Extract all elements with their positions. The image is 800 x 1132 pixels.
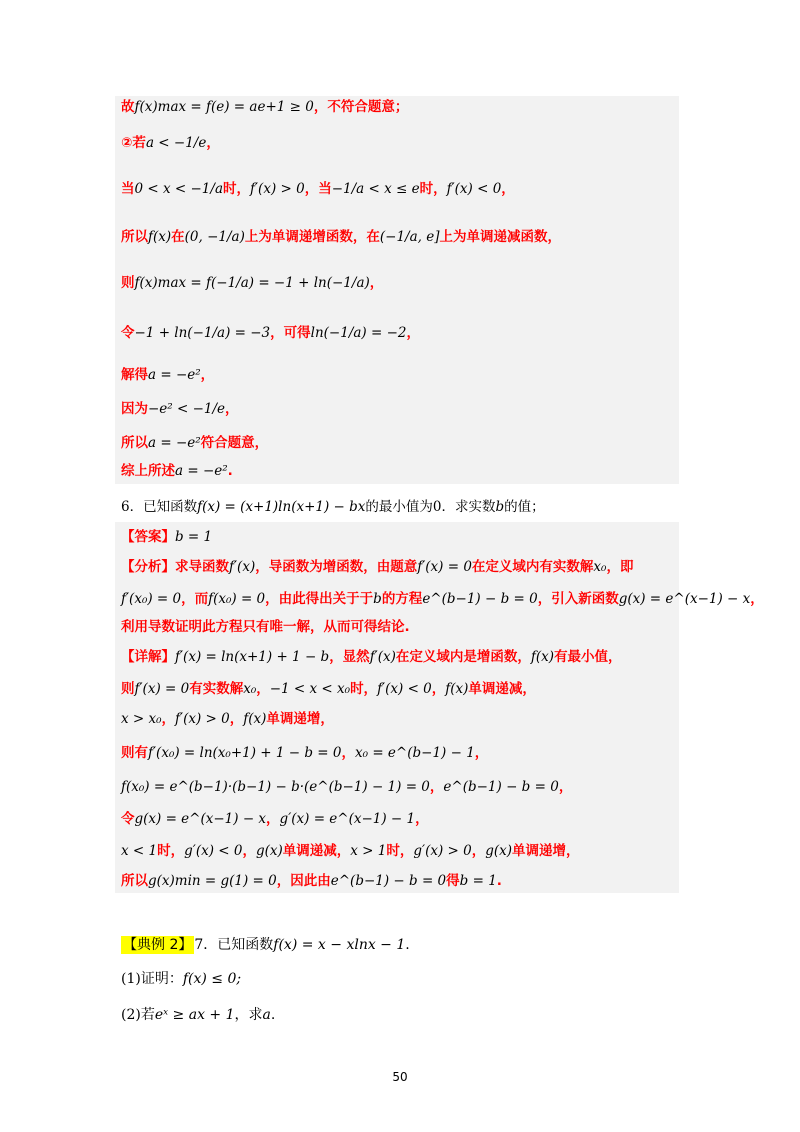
- text: ，可得: [270, 325, 311, 342]
- text: 时，: [419, 181, 447, 198]
- text: 令: [121, 811, 135, 828]
- text: ，: [474, 745, 489, 762]
- math: x > 1: [350, 843, 387, 860]
- text: .: [227, 463, 233, 480]
- text: 的方程: [381, 591, 423, 608]
- math: a < −1/e: [145, 135, 207, 152]
- math: (−1/a, e]: [379, 229, 440, 246]
- math: f(x) ≤ 0;: [182, 971, 242, 987]
- math: f(x) = x − xlnx − 1: [273, 937, 406, 953]
- text: 上为单调递减函数，: [439, 229, 561, 246]
- math: f(x): [243, 711, 267, 728]
- detail-line-1: [121, 642, 673, 674]
- text: 综上所述: [121, 463, 175, 480]
- text: 因为: [121, 401, 148, 418]
- math: f(x)max = f(−1/a) = −1 + ln(−1/a): [134, 275, 370, 292]
- detail-line-2: [121, 674, 673, 706]
- text: 6．已知函数: [121, 499, 198, 516]
- math: f′(x₀) = 0: [121, 591, 182, 608]
- answer-label: 【答案】: [121, 529, 175, 546]
- math: f(x₀) = 0: [208, 591, 266, 608]
- math: x < 1: [121, 843, 158, 860]
- math: f′(x) > 0: [175, 711, 230, 728]
- detail-label: 【详解】: [121, 649, 175, 666]
- text: 在定义域内有实数解: [471, 559, 594, 576]
- text: ，显然: [329, 649, 370, 666]
- line-8: [121, 394, 673, 426]
- math: e^(b−1) − b = 0: [443, 779, 559, 796]
- text: (2)若: [121, 1007, 155, 1023]
- math: f′(x) < 0: [446, 181, 502, 198]
- math: x > x₀: [121, 711, 162, 728]
- text: ，: [242, 843, 256, 860]
- text: (1)证明：: [121, 971, 183, 987]
- line-3: [121, 174, 673, 206]
- math: e^(b−1) − b = 0: [330, 873, 447, 890]
- text: ，: [341, 745, 355, 762]
- text: ，: [206, 135, 220, 152]
- text: ，不符合题意；: [313, 99, 409, 116]
- math: f(x): [530, 649, 555, 666]
- math: a = −e²: [175, 463, 228, 480]
- math: f(x) = (x+1)ln(x+1) − bx: [197, 499, 366, 516]
- math: b: [495, 499, 505, 516]
- math: g′(x) < 0: [184, 843, 243, 860]
- text: 令: [121, 325, 135, 342]
- page-number: 50: [392, 1070, 408, 1084]
- example-tag: 【典例 2】: [123, 937, 193, 953]
- text: ，: [558, 779, 573, 796]
- text: 单调递减，: [468, 681, 536, 698]
- math: f′(x₀) = ln(x₀+1) + 1 − b = 0: [148, 745, 342, 762]
- text: 故: [121, 99, 135, 116]
- math: −1/a < x ≤ e: [331, 181, 420, 198]
- text: ，: [431, 681, 446, 698]
- line-2: [121, 128, 673, 160]
- math: g′(x) > 0: [413, 843, 472, 860]
- text: 解得: [121, 367, 148, 384]
- text: ，引入新函数: [537, 591, 619, 608]
- text: 在定义域内是增函数，: [395, 649, 531, 666]
- text: ②若: [121, 135, 146, 152]
- math: −1 < x < x₀: [269, 681, 351, 698]
- math: f(x₀) = e^(b−1)·(b−1) − b·(e^(b−1) − 1) = 0: [121, 779, 430, 796]
- text: ，: [229, 711, 244, 728]
- question-7-part-2: [121, 1004, 275, 1024]
- answer-line: [121, 522, 673, 554]
- text: 则: [121, 275, 135, 292]
- math: a = −e²: [148, 367, 201, 384]
- text: ，: [471, 843, 486, 860]
- math: 0 < x < −1/a: [134, 181, 223, 198]
- text: 单调递增，: [266, 711, 334, 728]
- analysis-label: 【分析】: [121, 559, 175, 576]
- math: f′(x): [229, 559, 256, 576]
- math: x₀: [243, 681, 257, 698]
- text: ，: [256, 681, 270, 698]
- math: f′(x) = 0: [417, 559, 472, 576]
- text: 时，: [386, 843, 414, 860]
- math: f′(x) = ln(x+1) + 1 − b: [175, 649, 330, 666]
- text: ，: [406, 325, 420, 342]
- math: f′(x) = 0: [134, 681, 190, 698]
- text: 时，: [157, 843, 185, 860]
- math: e^(b−1) − b = 0: [422, 591, 538, 608]
- text: 求导函数: [175, 559, 229, 576]
- text: 得: [446, 873, 460, 890]
- text: 利用导数证明此方程只有唯一解，从而可得结论.: [121, 619, 410, 636]
- detail-line-4: [121, 738, 673, 770]
- math: −1 + ln(−1/a) = −3: [134, 325, 271, 342]
- text: 当: [121, 181, 135, 198]
- math: ln(−1/a) = −2: [310, 325, 407, 342]
- text: ，导函数为增函数，由题意: [255, 559, 418, 576]
- text: ，: [161, 711, 176, 728]
- math: (0, −1/a): [184, 229, 245, 246]
- text: 单调递增，: [512, 843, 580, 860]
- math: a = −e²: [148, 435, 201, 452]
- line-6: [121, 318, 673, 350]
- math: f′(x): [369, 649, 396, 666]
- text: 的值；: [504, 499, 545, 516]
- line-5: [121, 268, 673, 300]
- text: 的最小值为0．求实数: [365, 499, 496, 516]
- detail-line-7: [121, 836, 673, 868]
- text: ，: [225, 401, 239, 418]
- text: .: [270, 1007, 276, 1023]
- text: 单调递减，: [282, 843, 351, 860]
- math: f′(x) < 0: [377, 681, 432, 698]
- text: ，: [200, 367, 215, 384]
- text: ，当: [304, 181, 332, 198]
- text: ，: [369, 275, 384, 292]
- math: f(x): [148, 229, 172, 246]
- text: 时，: [223, 181, 250, 198]
- text: .: [405, 937, 410, 953]
- text: ，而: [181, 591, 209, 608]
- line-1: [121, 92, 673, 124]
- analysis-line-3: [121, 612, 673, 644]
- math: g(x) = e^(x−1) − x: [134, 811, 267, 828]
- detail-line-5: [121, 772, 673, 804]
- line-10: [121, 456, 673, 488]
- math: g(x): [485, 843, 512, 860]
- text: 7．已知函数: [194, 937, 274, 953]
- line-4: [121, 222, 673, 254]
- text: ，: [266, 811, 280, 828]
- text: ，: [501, 181, 515, 198]
- text: ，: [429, 779, 444, 796]
- text: 上为单调递增函数，在: [244, 229, 380, 246]
- text: ，求: [234, 1007, 263, 1023]
- math: x₀: [593, 559, 607, 576]
- math: b = 1: [459, 873, 497, 890]
- text: ，因此由: [276, 873, 331, 890]
- text: 则有: [121, 745, 148, 762]
- text: 所以: [121, 873, 148, 890]
- math: g(x)min = g(1) = 0: [148, 873, 277, 890]
- text: ，: [750, 591, 764, 608]
- math: g′(x) = e^(x−1) − 1: [279, 811, 416, 828]
- text: 有最小值，: [554, 649, 622, 666]
- math: b: [373, 591, 382, 608]
- text: 所以: [121, 435, 148, 452]
- detail-line-6: [121, 804, 673, 836]
- text: 所以: [121, 229, 148, 246]
- question-7-part-1: [121, 968, 241, 988]
- text: ，由此得出关于于: [265, 591, 374, 608]
- math: g(x): [255, 843, 283, 860]
- math: x₀ = e^(b−1) − 1: [355, 745, 475, 762]
- text: 在: [171, 229, 185, 246]
- text: ，即: [606, 559, 634, 576]
- math: f(x): [445, 681, 469, 698]
- detail-line-8: [121, 866, 673, 898]
- example-2-heading: [121, 934, 410, 954]
- detail-line-3: [121, 704, 673, 736]
- math: f(x)max = f(e) = ae+1 ≥ 0: [134, 99, 314, 116]
- math: f′(x) > 0: [250, 181, 305, 198]
- text: 时，: [350, 681, 378, 698]
- math: b = 1: [175, 529, 213, 546]
- text: .: [496, 873, 502, 890]
- math: −e² < −1/e: [148, 401, 226, 418]
- math: a: [262, 1007, 271, 1023]
- math: g(x) = e^(x−1) − x: [618, 591, 751, 608]
- analysis-line-1: [121, 552, 673, 584]
- text: ，: [415, 811, 429, 828]
- text: 有实数解: [189, 681, 244, 698]
- line-7: [121, 360, 673, 392]
- math: eˣ ≥ ax + 1: [154, 1007, 235, 1023]
- text: 符合题意，: [200, 435, 269, 452]
- question-6: [121, 492, 673, 524]
- text: 则: [121, 681, 135, 698]
